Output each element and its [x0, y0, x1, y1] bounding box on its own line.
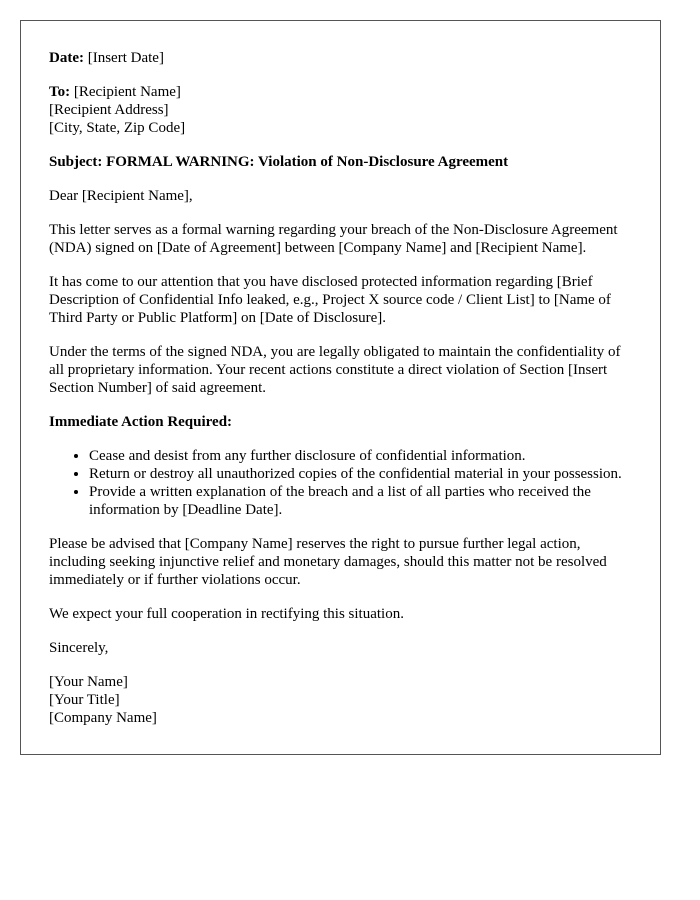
- letter-document: [20, 20, 661, 755]
- date-value: [Insert Date]: [83, 50, 164, 66]
- paragraph-obligation: Under the terms of the signed NDA, you are legally obligated to maintain the confidentiality of all proprietary information. Your recent actions constitute a direct violation of Section [Insert Section Number] of said agreement.: [49, 344, 621, 396]
- date-line: [49, 49, 632, 67]
- action-item: • Provide a written explanation of the breach and a list of all parties who received the information by [Deadline Date].: [89, 483, 632, 519]
- recipient-name: [Recipient Name]: [70, 84, 181, 100]
- signature-title: [Your Title]: [49, 692, 120, 708]
- recipient-block: [49, 83, 632, 137]
- paragraph-legal-action: Please be advised that [Company Name] reserves the right to pursue further legal action, including seeking injunctive relief and monetary damages, should this matter not be resolved immediately or if further violations occur.: [49, 536, 607, 588]
- signature-block: [49, 673, 632, 727]
- recipient-address: [Recipient Address]: [49, 102, 169, 118]
- recipient-city: [City, State, Zip Code]: [49, 120, 186, 136]
- paragraph-disclosure: It has come to our attention that you have disclosed protected information regarding [Brief Description of Confidential Info leaked, e.g., Project X source code / Client List] to [Name of Third Party or Public Platform] on [Date of Disclosure].: [49, 274, 611, 326]
- date-label: Date:: [49, 50, 84, 66]
- salutation: Dear [Recipient Name],: [49, 188, 193, 204]
- action-item: • Return or destroy all unauthorized copies of the confidential material in your possession.: [89, 465, 632, 483]
- subject-line: [49, 153, 632, 171]
- action-list: [49, 447, 632, 519]
- paragraph-breach: This letter serves as a formal warning regarding your breach of the Non-Disclosure Agreement (NDA) signed on [Date of Agreement] between [Company Name] and [Recipient Name].: [49, 222, 618, 256]
- signature-name: [Your Name]: [49, 674, 128, 690]
- action-heading: [49, 413, 632, 431]
- signature-company: [Company Name]: [49, 710, 157, 726]
- action-heading-text: Immediate Action Required:: [49, 414, 233, 430]
- signoff: Sincerely,: [49, 640, 109, 656]
- action-item: • Cease and desist from any further disclosure of confidential information.: [89, 447, 632, 465]
- paragraph-cooperation: We expect your full cooperation in rectifying this situation.: [49, 606, 404, 622]
- subject-text: Subject: FORMAL WARNING: Violation of Non-Disclosure Agreement: [49, 154, 509, 170]
- to-label: To:: [49, 84, 71, 100]
